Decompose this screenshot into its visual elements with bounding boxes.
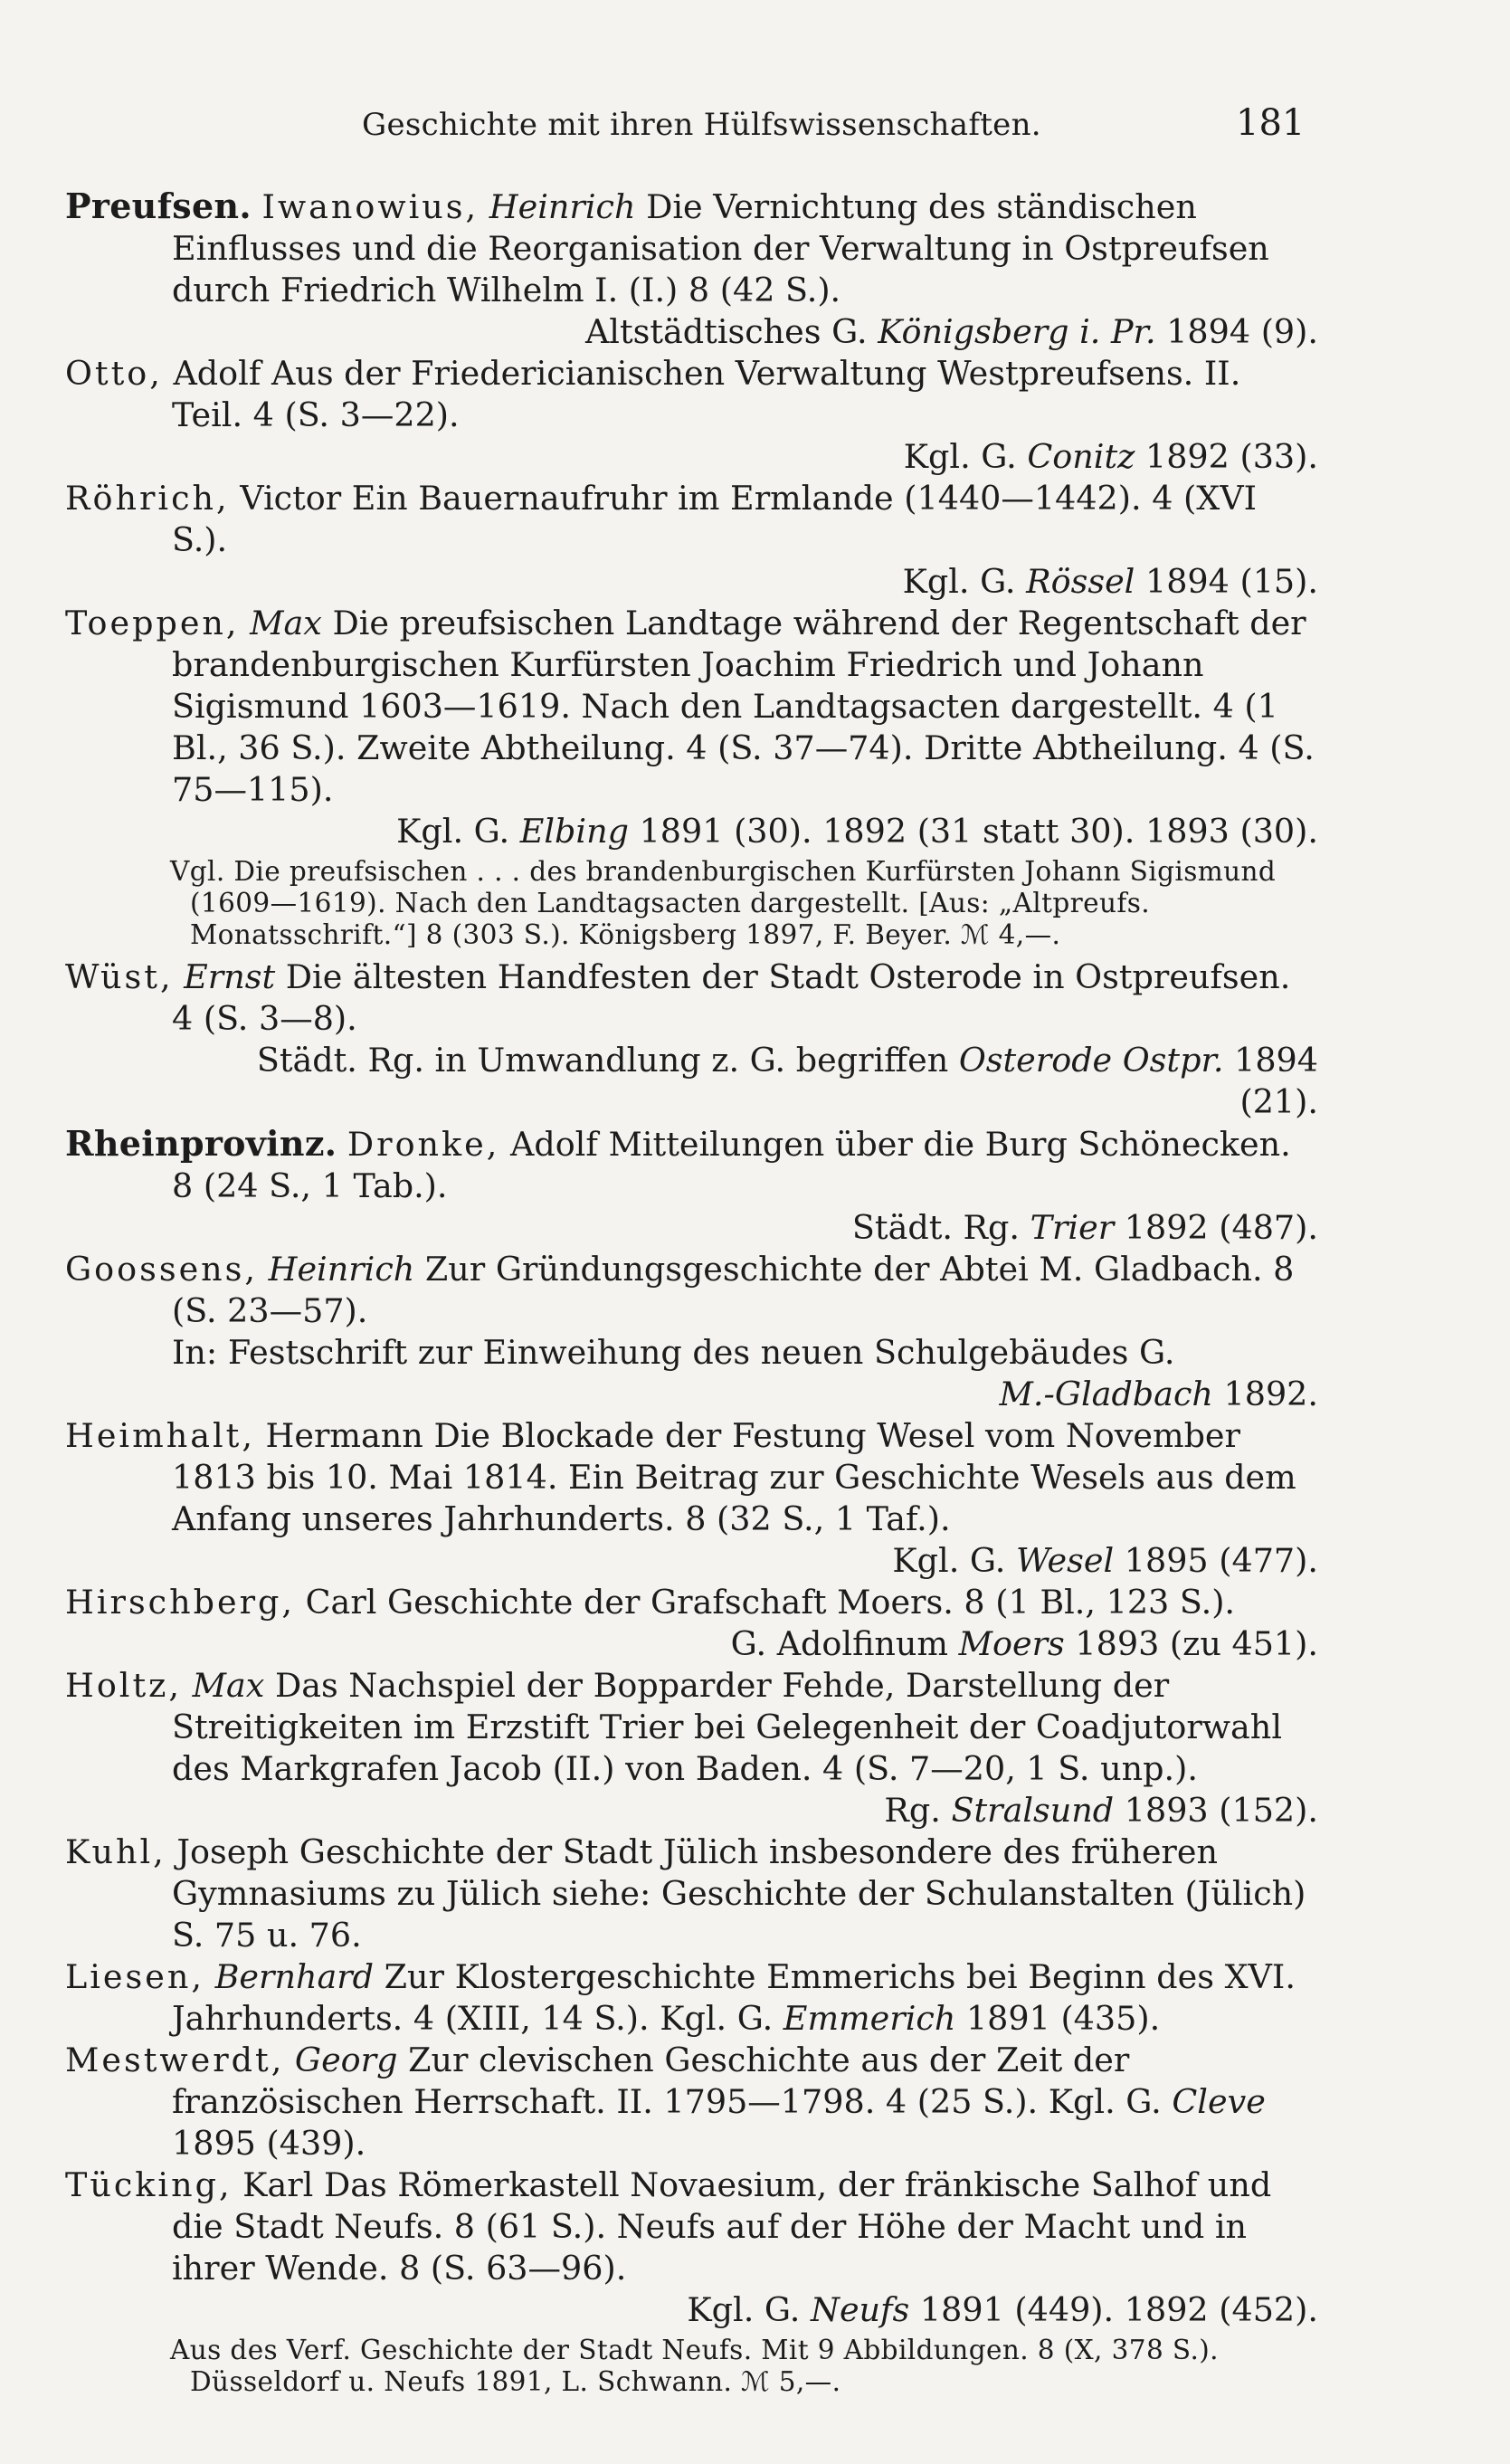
author: Holtz, bbox=[65, 1666, 182, 1705]
title: Die preufsischen Landtage während der Regentschaft der brandenburgischen Kurfürsten Joachim Friedrich und Johann Sigismund 1603—1619. Nach den Landtagsacten dargestellt. 4 (1 Bl., 36 S.). Zweite Abtheilung. 4 (S. 37—74). Dritte Abtheilung. 4 (S. 75—115). bbox=[172, 604, 1315, 809]
in-text: In: Festschrift zur Einweihung des neuen Schulgebäudes G. bbox=[172, 1333, 1175, 1372]
bibliography-body bbox=[65, 186, 1318, 2403]
school-line: Altstädtisches G. Königsberg i. Pr. 1894 (9). bbox=[584, 312, 1318, 351]
year: 1891 (435). bbox=[965, 1999, 1161, 2038]
title: Die Blockade der Festung Wesel vom November 1813 bis 10. Mai 1814. Ein Beitrag zur Geschichte Wesels aus dem Anfang unseres Jahrhunderts. 8 (32 S., 1 Taf.). bbox=[172, 1416, 1296, 1538]
author: Dronke, bbox=[347, 1125, 500, 1164]
author: Otto, bbox=[65, 354, 163, 393]
forename: Hermann bbox=[265, 1416, 423, 1455]
title: Zur Klostergeschichte Emmerichs bei Beginn des XVI. Jahrhunderts. 4 (XIII, 14 S.). bbox=[172, 1957, 1296, 2038]
year: 1895 (439). bbox=[172, 2124, 366, 2163]
title: Geschichte der Stadt Jülich insbesondere des früheren Gymnasiums zu Jülich siehe: Geschichte der Schulanstalten (Jülich) S. 75 u. 76. bbox=[172, 1832, 1306, 1955]
author: Kuhl, bbox=[65, 1832, 166, 1871]
title: Ein Bauernaufruhr im Ermlande (1440—1442). 4 (XVI S.). bbox=[172, 479, 1258, 559]
page-number: 181 bbox=[1236, 102, 1306, 144]
forename: Carl bbox=[305, 1583, 377, 1622]
entry-otto bbox=[65, 353, 1318, 478]
title: Aus der Friedericianischen Verwaltung Westpreufsens. II. Teil. 4 (S. 3—22). bbox=[172, 354, 1241, 434]
school: Kgl. G. bbox=[660, 1999, 774, 2038]
title: Geschichte der Grafschaft Moers. 8 (1 Bl., 123 S.). bbox=[387, 1583, 1236, 1622]
author: Tücking, bbox=[65, 2165, 233, 2204]
forename: Max bbox=[192, 1666, 265, 1705]
entry-roehrich bbox=[65, 478, 1318, 603]
section-heading-preussen: Preufsen. bbox=[65, 186, 252, 226]
entry-toeppen bbox=[65, 603, 1318, 852]
title: Die Vernichtung des ständischen Einflusses und die Reorganisation der Verwaltung in Ostpreufsen durch Friedrich Wilhelm I. (I.) 8 (42 S.). bbox=[172, 187, 1269, 309]
school-line: Städt. Rg. in Umwandlung z. G. begriffen Osterode Ostpr. 1894 (21). bbox=[256, 1041, 1318, 1121]
entry-dronke bbox=[65, 1123, 1318, 1249]
forename: Adolf bbox=[509, 1125, 598, 1164]
author: Iwanowius, bbox=[261, 187, 480, 226]
author: Mestwerdt, bbox=[65, 2041, 285, 2079]
entry-tuecking bbox=[65, 2164, 1318, 2331]
forename: Karl bbox=[242, 2165, 314, 2204]
author: Liesen, bbox=[65, 1957, 204, 1996]
forename: Heinrich bbox=[489, 187, 636, 226]
author: Röhrich, bbox=[65, 479, 230, 518]
school-line: Kgl. G. Wesel 1895 (477). bbox=[892, 1541, 1318, 1580]
title: Zur clevischen Geschichte aus der Zeit der französischen Herrschaft. II. 1795—1798. 4 (25 S.). bbox=[172, 2041, 1130, 2121]
title: Das Römerkastell Novaesium, der fränkische Salhof und die Stadt Neufs. 8 (61 S.). Neufs auf der Höhe der Macht und in ihrer Wende. 8 (S. 63—96). bbox=[172, 2165, 1272, 2288]
school-line: Kgl. G. Rössel 1894 (15). bbox=[902, 562, 1318, 601]
entry-hirschberg bbox=[65, 1582, 1318, 1665]
entry-heimhalt bbox=[65, 1415, 1318, 1582]
school-line: Kgl. G. Neufs 1891 (449). 1892 (452). bbox=[687, 2290, 1318, 2329]
author: Hirschberg, bbox=[65, 1583, 296, 1622]
footnote: Aus des Verf. Geschichte der Stadt Neufs. Mit 9 Abbildungen. 8 (X, 378 S.). Düsseldorf u. Neufs 1891, L. Schwann. ℳ 5,—. bbox=[170, 2335, 1219, 2397]
school-line: Kgl. G. Conitz 1892 (33). bbox=[903, 437, 1318, 476]
entry-wuest bbox=[65, 956, 1318, 1123]
forename: Joseph bbox=[176, 1832, 290, 1871]
forename: Ernst bbox=[184, 957, 276, 996]
author: Wüst, bbox=[65, 957, 174, 996]
school: Kgl. G. bbox=[1048, 2082, 1162, 2121]
author: Heimhalt, bbox=[65, 1416, 255, 1455]
forename: Victor bbox=[240, 479, 342, 518]
school-line: Rg. Stralsund 1893 (152). bbox=[884, 1791, 1318, 1830]
entry-goossens bbox=[65, 1249, 1318, 1415]
school-line: Kgl. G. Elbing 1891 (30). 1892 (31 statt 30). 1893 (30). bbox=[396, 812, 1318, 851]
forename: Heinrich bbox=[268, 1250, 415, 1289]
footnote: Vgl. Die preufsischen . . . des brandenburgischen Kurfürsten Johann Sigismund (1609—1619). Nach den Landtagsacten dargestellt. [Aus: „Altpreufs. Monatsschrift.“] 8 (303 S.). Königsberg 1897, F. Beyer. ℳ 4,—. bbox=[170, 856, 1277, 950]
school-line: Städt. Rg. Trier 1892 (487). bbox=[851, 1208, 1318, 1247]
forename: Georg bbox=[294, 2041, 398, 2079]
title: Mitteilungen über die Burg Schönecken. 8 (24 S., 1 Tab.). bbox=[172, 1125, 1291, 1205]
section-heading-rheinprovinz: Rheinprovinz. bbox=[65, 1123, 337, 1164]
author: Toeppen, bbox=[65, 604, 240, 642]
title: Die ältesten Handfesten der Stadt Osterode in Ostpreufsen. 4 (S. 3—8). bbox=[172, 957, 1291, 1038]
title: Zur Gründungsgeschichte der Abtei M. Gladbach. 8 (S. 23—57). bbox=[172, 1250, 1295, 1330]
entry-holtz bbox=[65, 1665, 1318, 1831]
author: Goossens, bbox=[65, 1250, 259, 1289]
running-title: Geschichte mit ihren Hülfswissenschaften. bbox=[362, 107, 1041, 143]
title: Das Nachspiel der Bopparder Fehde, Darstellung der Streitigkeiten im Erzstift Trier bei Gelegenheit der Coadjutorwahl des Markgrafen Jacob (II.) von Baden. 4 (S. 7—20, 1 S. unp.). bbox=[172, 1666, 1282, 1788]
forename: Adolf bbox=[173, 354, 261, 393]
school-line: G. Adolfinum Moers 1893 (zu 451). bbox=[730, 1624, 1318, 1663]
forename: Max bbox=[250, 604, 322, 642]
place: Emmerich bbox=[783, 1999, 956, 2038]
entry-mestwerdt bbox=[65, 2040, 1318, 2164]
forename: Bernhard bbox=[214, 1957, 375, 1996]
entry-liesen bbox=[65, 1956, 1318, 2040]
school-line: M.-Gladbach 1892. bbox=[999, 1375, 1318, 1413]
entry-kuhl bbox=[65, 1831, 1318, 1956]
entry-iwanowius bbox=[65, 186, 1318, 353]
place: Cleve bbox=[1172, 2082, 1266, 2121]
